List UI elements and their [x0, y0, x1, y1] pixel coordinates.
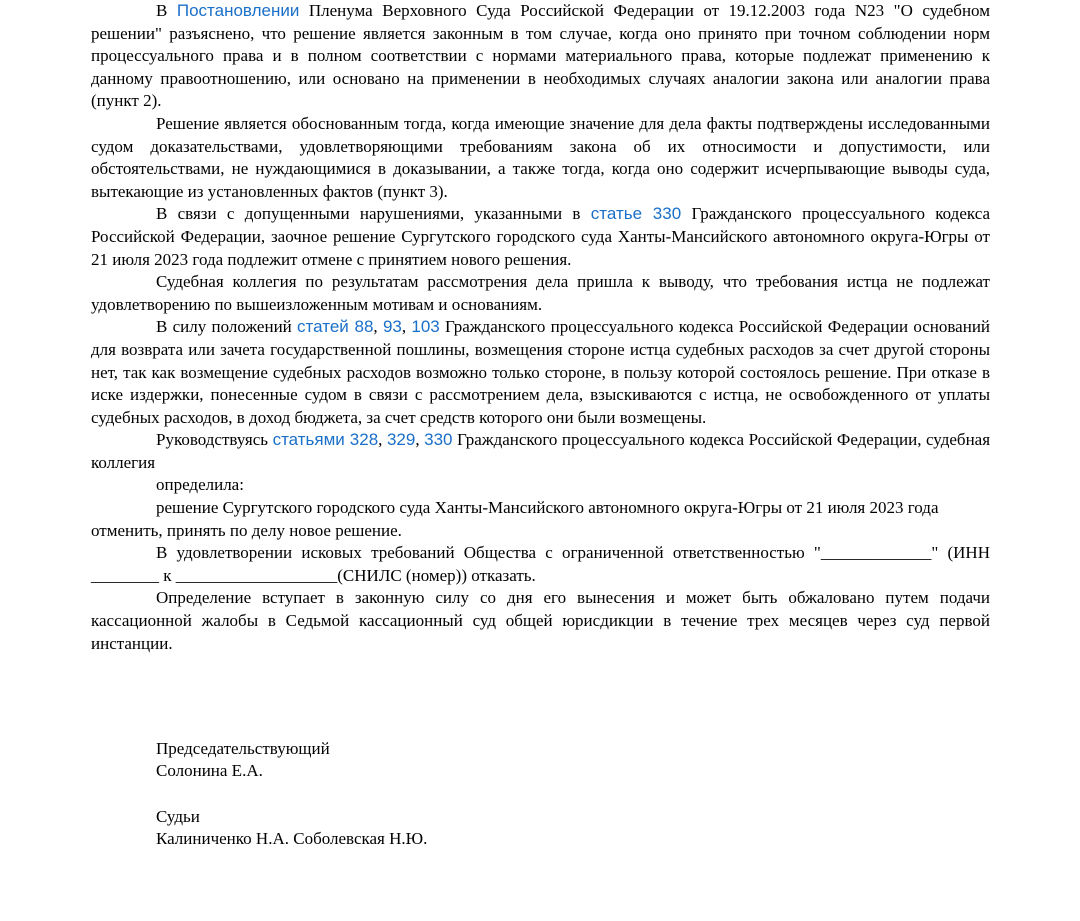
link-article-103[interactable]: 103 — [411, 317, 440, 337]
paragraph-2: Решение является обоснованным тогда, когда имеющие значение для дела факты подтверждены исследованными судом доказательствами, удовлетворяющими требованиям закона об их относимости и допустимости, или обстоятельствами, не нуждающимися в доказывании, а также тогда, когда оно содержит исчерпывающие выводы суда, вытекающие из установленных фактов (пункт 3). — [91, 113, 990, 201]
spacer — [91, 783, 990, 806]
spacer — [91, 715, 990, 738]
link-article-329[interactable]: 329 — [386, 430, 416, 450]
judges-names: Калиниченко Н.А. Соболевская Н.Ю. — [156, 829, 428, 849]
text: Гражданского процессуального кодекса Российской Федерации оснований для возврата или зачета государственной пошлины, возмещения стороне истца судебных расходов за счет другой стороны нет, так как возмещение судебных расходов возможно только стороне, в пользу которой состоялось решение. При отказе в иске издержки, понесенные судом в связи с рассмотрением дела, взыскиваются с истца, не освобожденного от уплаты судебных расходов, в доход бюджета, за счет средств которого они были возмещены. — [91, 317, 991, 427]
text: , — [373, 317, 383, 337]
paragraph-4: Судебная коллегия по результатам рассмотрения дела пришла к выводу, что требования истца не подлежат удовлетворению по вышеизложенным мотивам и основаниям. — [91, 272, 990, 314]
link-article-88[interactable]: статей 88 — [297, 317, 374, 337]
chair-title: Председательствующий — [156, 738, 330, 758]
link-article-330-b[interactable]: 330 — [424, 430, 453, 450]
paragraph-10: Определение вступает в законную силу со дня его вынесения и может быть обжаловано путем подачи кассационной жалобы в Седьмой кассационный суд общей юрисдикции в течение трех месяцев через суд первой инстанции. — [91, 588, 990, 653]
link-article-330[interactable]: статье 330 — [590, 204, 682, 224]
text: Гражданского процессуального кодекса Российской Федерации, заочное решение Сургутского городского суда Ханты-Мансийского автономного округа-Югры от 21 июля 2023 года подлежит отмене с принятием нового решения. — [91, 204, 991, 269]
paragraph-7: определила: — [156, 475, 244, 495]
spacer — [91, 655, 990, 715]
paragraph-1 — [91, 0, 990, 113]
link-article-93[interactable]: 93 — [382, 317, 402, 337]
link-article-328[interactable]: статьями 328 — [272, 430, 379, 450]
text: , — [378, 430, 387, 450]
chair-name: Солонина Е.А. — [156, 761, 263, 781]
text: В — [156, 1, 177, 20]
text: , — [401, 317, 412, 337]
text: Гражданского процессуального кодекса Российской Федерации, судебная коллегия — [91, 430, 991, 472]
link-postanovlenie[interactable]: Постановлении — [176, 1, 300, 20]
paragraph-6 — [91, 429, 990, 474]
paragraph-9: В удовлетворении исковых требований Общества с ограниченной ответственностью "_____________" (ИНН ________ к ___________________(СНИЛС (номер)) отказать. — [91, 543, 990, 585]
text: В силу положений — [156, 317, 298, 337]
text: Пленума Верховного Суда Российской Федерации от 19.12.2003 года N23 "О судебном решении" разъяснено, что решение является законным в том случае, когда оно принято при точном соблюдении норм процессуального права и в полном соответствии с нормами материального права, которые подлежат применению к данному правоотношению, или основано на применении в необходимых случаях аналогии закона или аналогии права (пункт 2). — [91, 1, 990, 111]
document-body — [91, 0, 990, 851]
text: , — [415, 430, 425, 450]
paragraph-5 — [91, 316, 990, 429]
text: В связи с допущенными нарушениями, указанными в — [156, 204, 591, 224]
text: Руководствуясь — [156, 430, 273, 450]
judges-title: Судьи — [156, 806, 200, 826]
paragraph-8: решение Сургутского городского суда Ханты-Мансийского автономного округа-Югры от 21 июля 2023 года отменить, принять по делу новое решение. — [91, 498, 939, 540]
paragraph-3 — [91, 203, 990, 271]
